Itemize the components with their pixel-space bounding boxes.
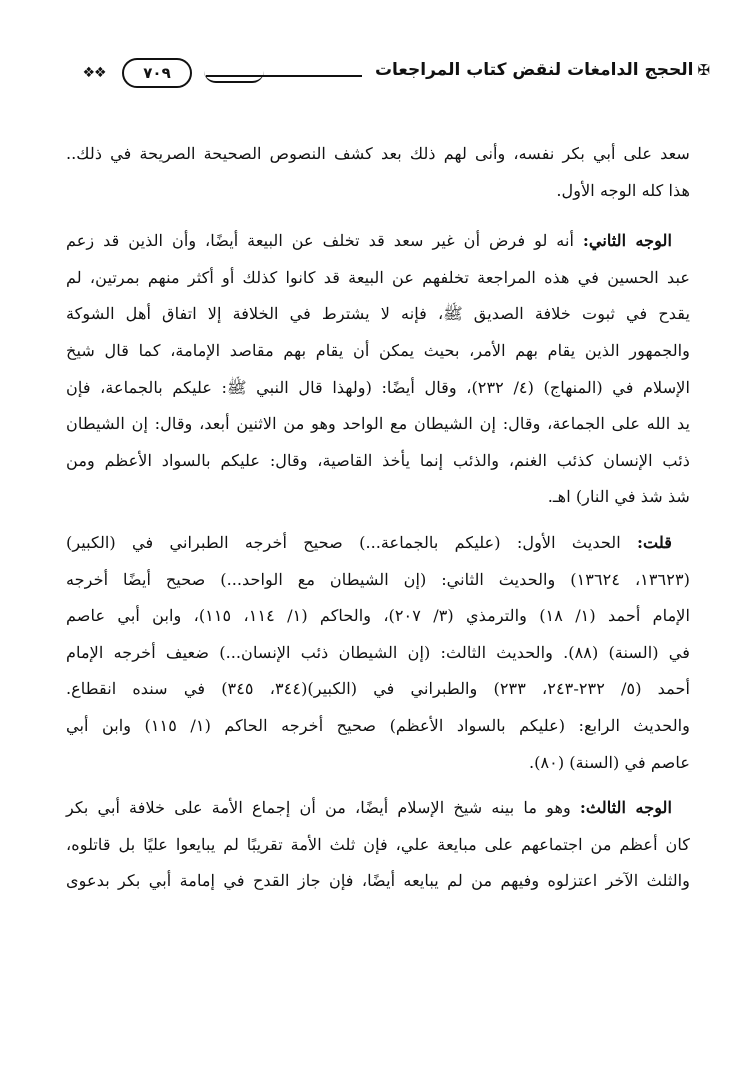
text-line: عبد الحسين في هذه المراجعة تخلفهم عن البيعة قد كانوا كذلك أو أكثر منهم بمرتين، لم	[66, 267, 690, 287]
header-ornament-icon: ❖❖	[82, 65, 106, 81]
text-line: (١٣٦٢٣، ١٣٦٢٤) والحديث الثاني: (إن الشيطان مع الواحد...) صحيح أيضًا أخرجه	[66, 569, 690, 589]
text-line: يقدح في ثبوت خلافة الصديق ﷺ، فإنه لا يشترط في الخلافة إلا اتفاق أهل الشوكة	[66, 304, 690, 324]
text-line: أحمد (٥/ ٢٣٢-٢٤٣، ٢٣٣) والطبراني في (الكبير)(٣٤٤، ٣٤٥) في سنده انقطاع.	[66, 679, 690, 699]
text-line: في (السنة) (٨٨). والحديث الثالث: (إن الشيطان ذئب الإنسان...) ضعيف أخرجه الإمام	[66, 642, 690, 662]
paragraph	[66, 525, 690, 781]
text-line: يد الله على الجماعة، وقال: إن الشيطان مع الواحد وهو من الاثنين أبعد، وقال: إن الشيطان	[66, 414, 690, 434]
text-line: الإسلام في (المنهاج) (٤/ ٢٣٢)، وقال أيضًا: (ولهذا قال النبي ﷺ: عليكم بالجماعة، فإن	[66, 377, 690, 397]
text-line: كان أعظم من اجتماعهم على مبايعة علي، فإن ثلث الأمة تقريبًا لم يبايعوا عليًا بل قاتلوه،	[66, 834, 690, 854]
page-number: ٧٠٩	[122, 58, 192, 88]
section-lead: الوجه الثالث:	[579, 798, 672, 818]
text-line: ذئب الإنسان كذئب الغنم، والذئب إنما يأخذ القاصية، وقال: عليكم بالسواد الأعظم ومن	[66, 450, 690, 470]
text-line: شذ شذ في النار) اهـ.	[547, 487, 690, 507]
text-line: الوجه الثاني: أنه لو فرض أن غير سعد قد تخلف عن البيعة أيضًا، وأن الذين قد زعم	[66, 231, 672, 251]
header-rule	[206, 75, 362, 77]
text-line: هذا كله الوجه الأول.	[556, 180, 690, 200]
running-title	[375, 60, 710, 80]
book-title: الحجج الدامغات لنقض كتاب المراجعات	[374, 60, 694, 80]
text-line: والجمهور الذين يقام بهم الأمر، بحيث يمكن أن يقام بهم مقاصد الإمامة، كما قال شيخ	[66, 340, 690, 360]
page-header	[70, 56, 710, 94]
paragraph	[66, 790, 690, 900]
text-line: والثلث الآخر اعتزلوه وفيهم من لم يبايعه أيضًا، فإن جاز القدح في إمامة أبي بكر بدعوى	[66, 871, 690, 891]
text-line: الوجه الثالث: وهو ما بينه شيخ الإسلام أيضًا، من أن إجماع الأمة على خلافة أبي بكر	[66, 798, 672, 818]
text-line: الإمام أحمد (١/ ١٨) والترمذي (٣/ ٢٠٧)، والحاكم (١/ ١١٤، ١١٥)، وابن أبي عاصم	[66, 606, 690, 626]
section-lead: الوجه الثاني:	[582, 231, 672, 251]
body-text	[66, 136, 690, 900]
text-line: قلت: الحديث الأول: (عليكم بالجماعة...) صحيح أخرجه الطبراني في (الكبير)	[66, 532, 672, 552]
text-line: سعد على أبي بكر نفسه، وأنى لهم ذلك بعد كشف النصوص الصحيحة الصريحة في ذلك..	[66, 144, 690, 163]
text-line: والحديث الرابع: (عليكم بالسواد الأعظم) صحيح أخرجه الحاكم (١/ ١١٥) وابن أبي	[66, 715, 690, 735]
title-ornament-icon: ✠	[697, 61, 710, 79]
section-lead: قلت:	[637, 532, 672, 552]
paragraph	[66, 223, 690, 516]
text-line: عاصم في (السنة) (٨٠).	[528, 752, 690, 772]
paragraph	[66, 136, 690, 209]
